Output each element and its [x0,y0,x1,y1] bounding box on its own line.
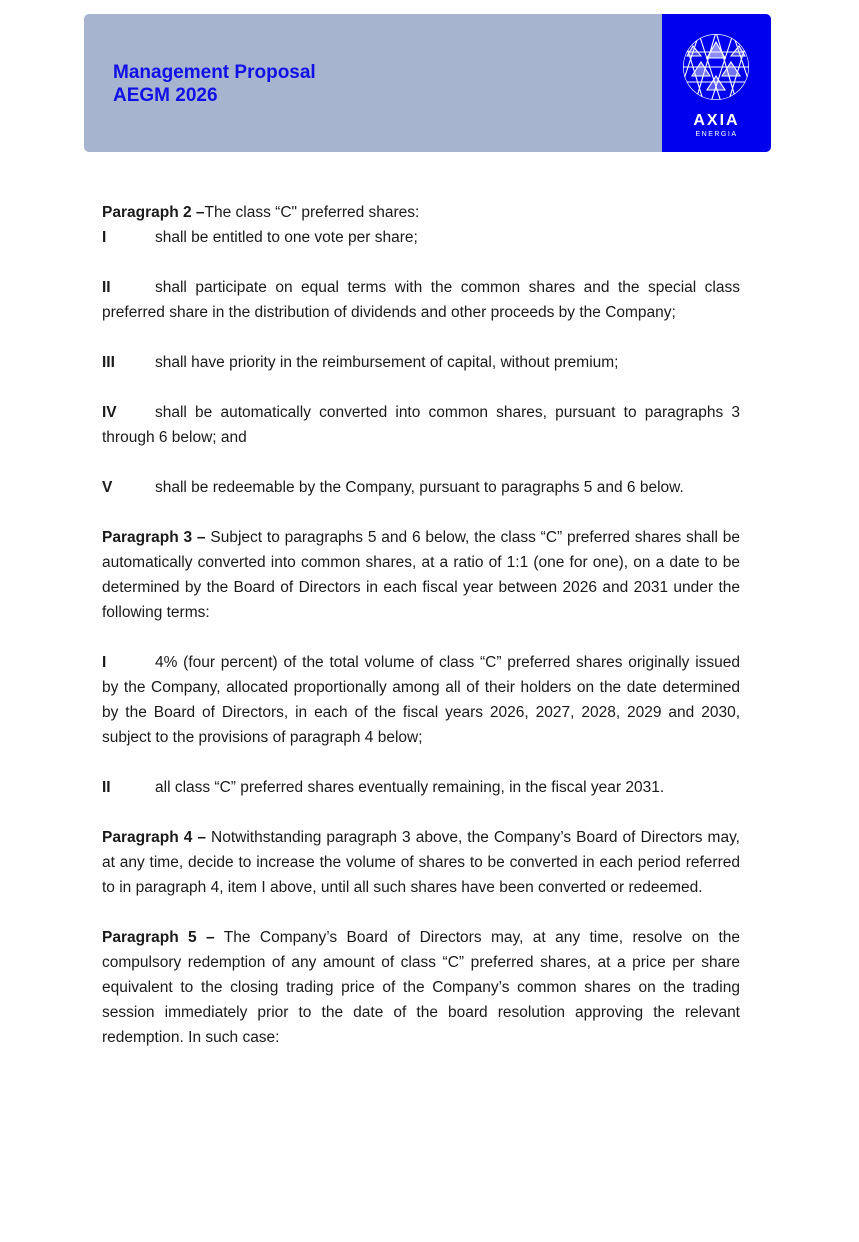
item-text: shall be automatically converted into common shares, pursuant to paragraphs 3 through 6 below; and [102,404,740,446]
list-item [102,775,740,800]
paragraph-text: Notwithstanding paragraph 3 above, the Company’s Board of Directors may, at any time, decide to increase the volume of shares to be converted in each period referred to in paragraph 4, item I above, until all such shares have been converted or redeemed. [102,829,740,896]
item-number: IV [102,404,117,421]
list-item [102,350,740,375]
paragraph-3 [102,525,740,625]
title-line-2: AEGM 2026 [113,85,218,106]
document-body [102,200,740,1050]
paragraph-text: Subject to paragraphs 5 and 6 below, the class “C” preferred shares shall be automatically converted into common shares, at a ratio of 1:1 (one for one), on a date to be determined by the Board of Directors in each fiscal year between 2026 and 2031 under the following terms: [102,529,740,621]
item-text: shall be entitled to one vote per share; [155,229,418,246]
item-text: all class “C” preferred shares eventually remaining, in the fiscal year 2031. [155,779,665,796]
list-item [102,275,740,325]
paragraph-5 [102,925,740,1050]
logo-subtext: ENERGIA [695,131,738,138]
item-number: I [102,654,107,671]
item-text: shall be redeemable by the Company, pursuant to paragraphs 5 and 6 below. [155,479,684,496]
item-number: II [102,279,111,296]
list-item [102,225,740,250]
list-item [102,650,740,750]
item-number: III [102,354,115,371]
company-logo [662,14,771,152]
paragraph-text: The class “C" preferred shares: [204,204,420,221]
paragraph-4 [102,825,740,900]
paragraph-2-intro [102,200,740,225]
list-item [102,400,740,450]
geodesic-sphere-icon [681,32,751,102]
paragraph-text: The Company’s Board of Directors may, at any time, resolve on the compulsory redemption of any amount of class “C” preferred shares, at a price per share equivalent to the closing trading price of the Company’s common shares on the trading session immediately prior to the date of the board resolution approving the relevant redemption. In such case: [102,929,740,1046]
item-number: II [102,779,111,796]
title-line-1: Management Proposal [113,62,316,83]
logo-brand-text: AXIA [693,112,740,129]
item-number: I [102,229,107,246]
document-title [113,61,316,107]
item-text: 4% (four percent) of the total volume of class “C” preferred shares originally issued by the Company, allocated proportionally among all of their holders on the date determined by the Board of Directors, in each of the fiscal years 2026, 2027, 2028, 2029 and 2030, subject to the provisions of paragraph 4 below; [102,654,740,746]
paragraph-label: Paragraph 2 – [102,204,205,221]
paragraph-label: Paragraph 4 – [102,829,206,846]
paragraph-label: Paragraph 3 – [102,529,206,546]
item-text: shall have priority in the reimbursement of capital, without premium; [155,354,619,371]
paragraph-label: Paragraph 5 – [102,929,215,946]
item-text: shall participate on equal terms with the common shares and the special class preferred share in the distribution of dividends and other proceeds by the Company; [102,279,740,321]
item-number: V [102,479,113,496]
list-item [102,475,740,500]
